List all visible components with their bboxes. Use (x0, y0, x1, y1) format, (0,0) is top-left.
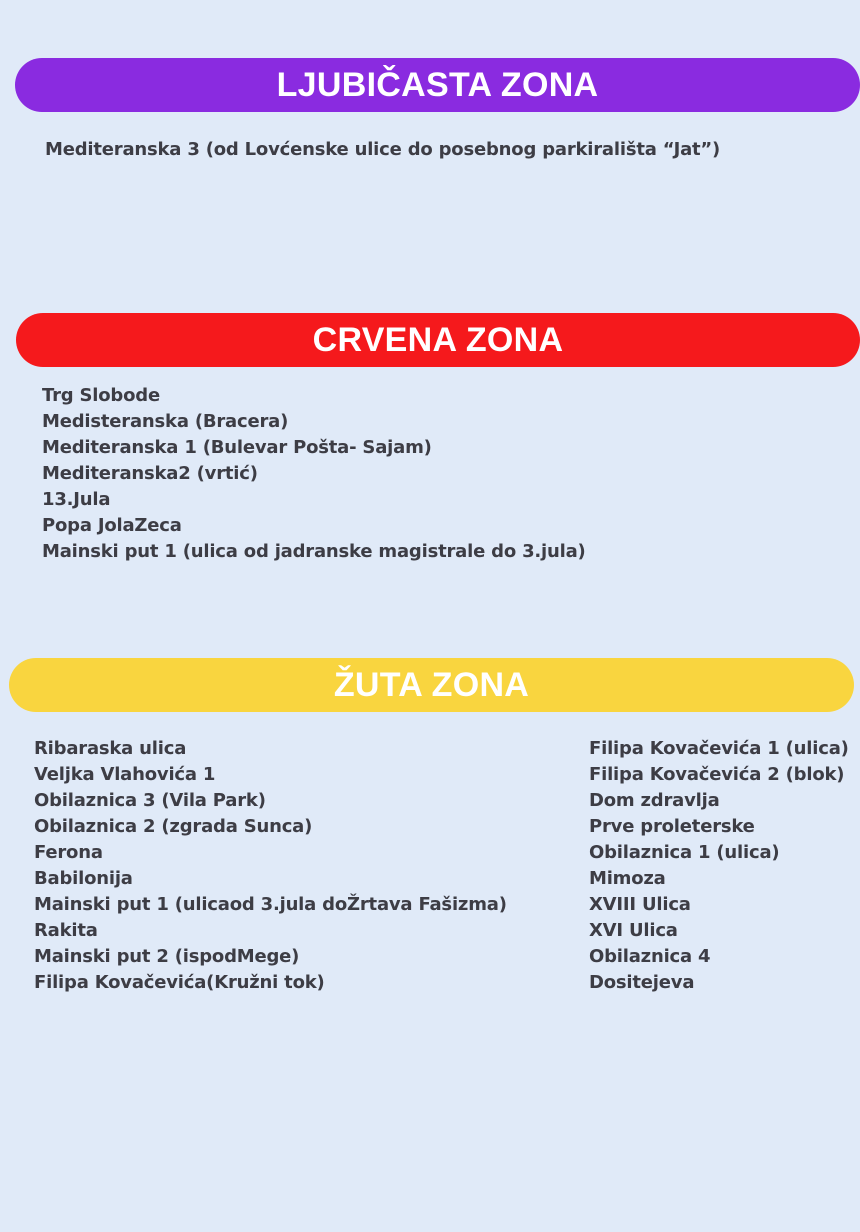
purple-zone-street-list (45, 137, 720, 163)
yellow-zone-street-list-left (34, 736, 507, 996)
list-item: Mediteranska 3 (od Lovćenske ulice do posebnog parkirališta “Jat”) (45, 139, 721, 160)
list-item: Mainski put 1 (ulicaod 3.jula doŽrtava Fašizma) (34, 894, 507, 915)
list-item: Filipa Kovačevića 1 (ulica) (589, 738, 849, 759)
list-item: Rakita (34, 920, 98, 941)
list-item: Filipa Kovačevića(Kružni tok) (34, 972, 325, 993)
list-item: Babilonija (34, 868, 133, 889)
list-item: Medisteranska (Bracera) (42, 411, 289, 432)
purple-zone-title: LJUBIČASTA ZONA (276, 65, 599, 104)
list-item: Trg Slobode (42, 385, 160, 406)
list-item: Filipa Kovačevića 2 (blok) (589, 764, 845, 785)
red-zone-title: CRVENA ZONA (312, 320, 564, 359)
list-item: XVIII Ulica (589, 894, 691, 915)
list-item: Mainski put 1 (ulica od jadranske magistrale do 3.jula) (42, 541, 586, 562)
list-item: XVI Ulica (589, 920, 678, 941)
list-item: Obilaznica 1 (ulica) (589, 842, 780, 863)
purple-zone-banner (15, 58, 860, 112)
list-item: Mimoza (589, 868, 666, 889)
yellow-zone-banner (9, 658, 854, 712)
list-item: Mediteranska2 (vrtić) (42, 463, 258, 484)
list-item: Obilaznica 4 (589, 946, 711, 967)
list-item: Popa JolaZeca (42, 515, 182, 536)
list-item: Obilaznica 3 (Vila Park) (34, 790, 266, 811)
list-item: Ferona (34, 842, 103, 863)
yellow-zone-title: ŽUTA ZONA (333, 665, 530, 704)
list-item: Prve proleterske (589, 816, 755, 837)
list-item: Dositejeva (589, 972, 695, 993)
list-item: Mediteranska 1 (Bulevar Pošta- Sajam) (42, 437, 432, 458)
yellow-zone-street-list-right (589, 736, 849, 996)
list-item: Mainski put 2 (ispodMege) (34, 946, 300, 967)
list-item: Dom zdravlja (589, 790, 720, 811)
list-item: Obilaznica 2 (zgrada Sunca) (34, 816, 313, 837)
red-zone-street-list (42, 383, 586, 565)
list-item: 13.Jula (42, 489, 111, 510)
red-zone-banner (16, 313, 860, 367)
list-item: Veljka Vlahovića 1 (34, 764, 216, 785)
list-item: Ribaraska ulica (34, 738, 187, 759)
